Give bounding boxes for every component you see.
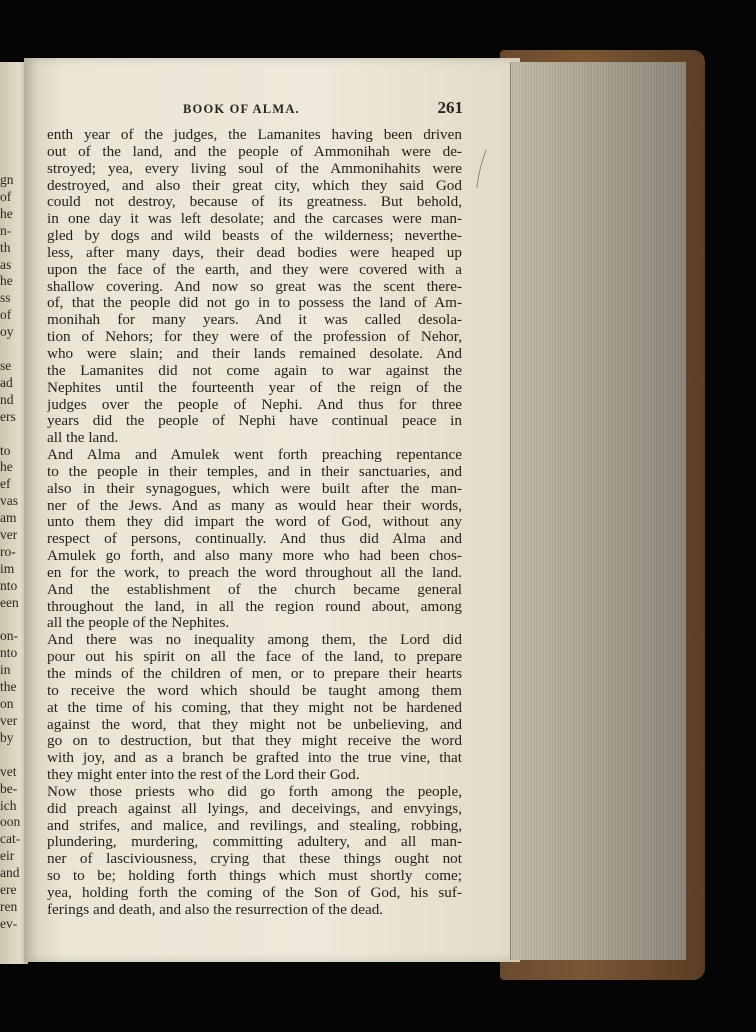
text-line: upon the face of the earth, and they were covered with a [47,261,462,278]
left-fragment: cat- [0,831,21,847]
body-text [47,127,462,919]
text-line: monihah for many years. And it was called desola- [47,312,462,329]
text-line: could not destroy, because of its greatness. But behold, [47,194,462,211]
text-line: Nephites until the fourteenth year of the reign of the [47,379,462,396]
left-fragment: im [0,560,15,576]
text-line: en for the work, to preach the word throughout all the land. [47,564,462,581]
left-fragment: ere [0,882,17,898]
text-line: all the land. [47,430,119,447]
left-fragment: he [0,273,13,289]
left-fragment: een [0,594,19,610]
left-fragment: vas [0,493,18,509]
text-line: ner of lasciviousness, crying that these things ought not [47,851,462,868]
text-line: of, that the people did not go in to possess the land of Am- [47,295,462,312]
left-fragment: by [0,729,14,745]
left-fragment: th [0,239,11,255]
left-fragment: ren [0,898,18,914]
left-fragment: of [0,188,12,204]
left-fragment: as [0,256,12,272]
text-line: did preach against all lyings, and deceivings, and envyings, [47,800,462,817]
left-fragment: ers [0,408,16,424]
text-line: they might enter into the rest of the Lord their God. [47,767,360,784]
text-line: at the time of his coming, that they might not be hardened [47,699,462,716]
left-fragment: ss [0,290,11,306]
left-fragment: in [0,662,11,678]
text-line: against the word, that they might not be unbelieving, and [47,716,462,733]
text-line: judges over the people of Nephi. And thus for three [47,396,462,413]
text-line: ner of the Jews. And as many as would hear their words, [47,497,462,514]
text-line: also in their synagogues, which were built after the man- [47,480,462,497]
left-fragment: ev- [0,915,18,931]
left-fragment: to [0,442,11,458]
text-line: the Lamanites did not come again to war against the [47,362,462,379]
text-line: years did the people of Nephi have continual peace in [47,413,462,430]
text-line: the minds of the children of men, or to prepare their hearts [47,666,462,682]
text-line: to receive the word which should be taught among them [47,682,462,699]
left-fragment: oon [0,814,21,830]
left-fragment: he [0,459,13,475]
text-line: out of the land, and the people of Ammonihah were de- [47,143,462,160]
text-line: to the people in their temples, and in their sanctuaries, and [47,463,462,480]
text-line: all the people of the Nephites. [47,615,230,632]
text-line: with joy, and as a branch be grafted into the true vine, that [47,750,462,767]
text-line: gled by dogs and wild beasts of the wilderness; neverthe- [47,228,462,245]
text-line: destroyed, and also their great city, which they said God [47,177,462,194]
text-line: plundering, murdering, committing adultery, and all man- [47,834,462,851]
text-line: ferings and death, and also the resurrection of the dead. [47,901,384,918]
text-line: stroyed; yea, every living soul of the Ammonihahits were [47,160,462,177]
left-fragment: ro- [0,543,16,559]
text-line: and strifes, and malice, and revilings, and stealing, robbing, [47,817,462,834]
left-fragment: nto [0,577,18,593]
text-line: And there was no inequality among them, the Lord did [47,632,462,649]
left-fragment: vet [0,763,17,779]
text-line: so to be; holding forth things which must shortly come; [47,868,462,885]
left-fragment: ver [0,713,18,728]
left-fragment: gn [0,172,14,187]
left-fragment: be- [0,780,18,796]
text-line: throughout the land, in all the region round about, among [47,598,462,615]
left-fragment: ad [0,374,13,390]
left-fragment: ef [0,476,11,492]
text-line: respect of persons, continually. And thus did Alma and [47,531,462,548]
left-fragment: ich [0,797,17,813]
left-fragment: oy [0,324,14,340]
left-fragment: of [0,307,12,323]
text-line: less, after many days, their dead bodies were heaped up [47,244,462,261]
text-line: unto them they did impart the word of God, without any [47,514,462,531]
left-fragment: and [0,865,20,881]
left-fragment: eir [0,848,15,864]
left-fragment: nto [0,645,18,661]
page-header [183,98,463,120]
left-fragment: on [0,696,14,712]
text-line: Amulek go forth, and also many more who had been chos- [47,548,462,565]
left-fragment: ver [0,527,18,543]
text-line: And the establishment of the church became general [47,581,462,598]
text-line: go on to destruction, but that they might receive the word [47,733,462,750]
page-edges [510,62,686,960]
text-line: who were slain; and their lands remained desolate. And [47,345,462,362]
left-fragment: am [0,510,17,526]
text-line: yea, holding forth the coming of the Son of God, his suf- [47,884,462,901]
text-line: shallow covering. And now so great was the scent there- [47,278,462,295]
left-fragment: n- [0,222,12,238]
left-fragment: the [0,679,17,695]
text-line: tion of Nehors; for they were of the profession of Nehor, [47,329,462,346]
left-fragment: se [0,357,12,373]
running-head: BOOK OF ALMA. [183,102,300,116]
left-fragment: nd [0,391,14,407]
left-fragment: on- [0,628,18,644]
pencil-mark-icon [474,148,490,192]
text-line: Now those priests who did go forth among the people, [47,783,462,800]
page-number: 261 [437,98,463,117]
left-fragment: he [0,205,13,221]
text-line: pour out his spirit on all the face of the land, to prepare [47,649,462,666]
text-line: enth year of the judges, the Lamanites having been driven [47,127,462,143]
text-line: And Alma and Amulek went forth preaching repentance [47,447,462,464]
text-line: in one day it was left desolate; and the carcases were man- [47,211,462,228]
